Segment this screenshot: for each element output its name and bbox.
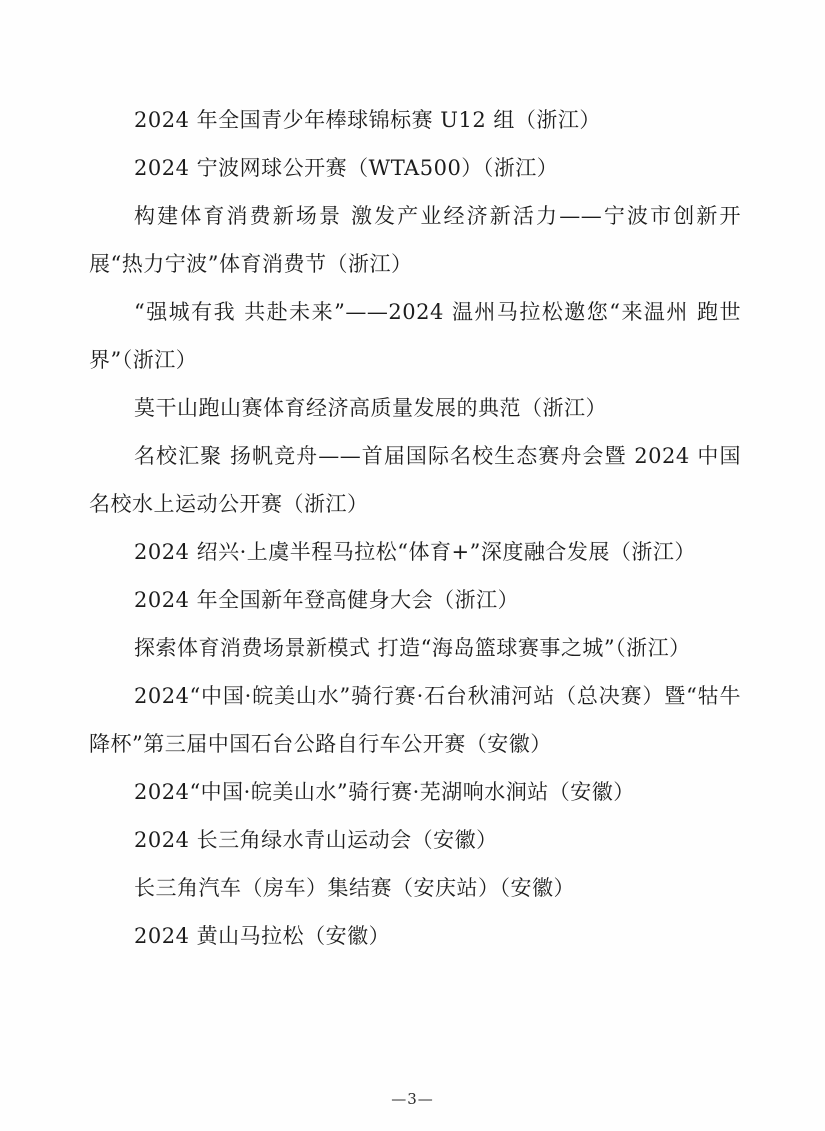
- list-item: 2024 黄山马拉松（安徽）: [134, 924, 391, 948]
- list-item: 构建体育消费新场景 激发产业经济新活力——宁波市创新开展“热力宁波”体育消费节（浙江）: [89, 204, 741, 276]
- list-item: 探索体育消费场景新模式 打造“海岛篮球赛事之城”（浙江）: [134, 636, 691, 660]
- list-item: 2024 年全国青少年棒球锦标赛 U12 组（浙江）: [134, 108, 601, 132]
- list-item: 2024“中国·皖美山水”骑行赛·石台秋浦河站（总决赛）暨“牯牛降杯”第三届中国石台公路自行车公开赛（安徽）: [89, 684, 741, 756]
- page-number: —3—: [391, 1090, 434, 1108]
- event-list: [89, 96, 741, 960]
- list-item: 名校汇聚 扬帆竞舟——首届国际名校生态赛舟会暨 2024 中国名校水上运动公开赛（浙江）: [89, 444, 741, 516]
- list-item: “强城有我 共赴未来”——2024 温州马拉松邀您“来温州 跑世界”（浙江）: [89, 300, 741, 372]
- list-item: 2024 宁波网球公开赛（WTA500）（浙江）: [134, 156, 559, 180]
- list-item: 2024 长三角绿水青山运动会（安徽）: [134, 828, 498, 852]
- list-item: 长三角汽车（房车）集结赛（安庆站）（安徽）: [134, 876, 575, 900]
- list-item: 2024 绍兴·上虞半程马拉松“体育+”深度融合发展（浙江）: [134, 540, 696, 564]
- list-item: 2024“中国·皖美山水”骑行赛·芜湖响水涧站（安徽）: [134, 780, 635, 804]
- list-item: 莫干山跑山赛体育经济高质量发展的典范（浙江）: [134, 396, 607, 420]
- list-item: 2024 年全国新年登高健身大会（浙江）: [134, 588, 520, 612]
